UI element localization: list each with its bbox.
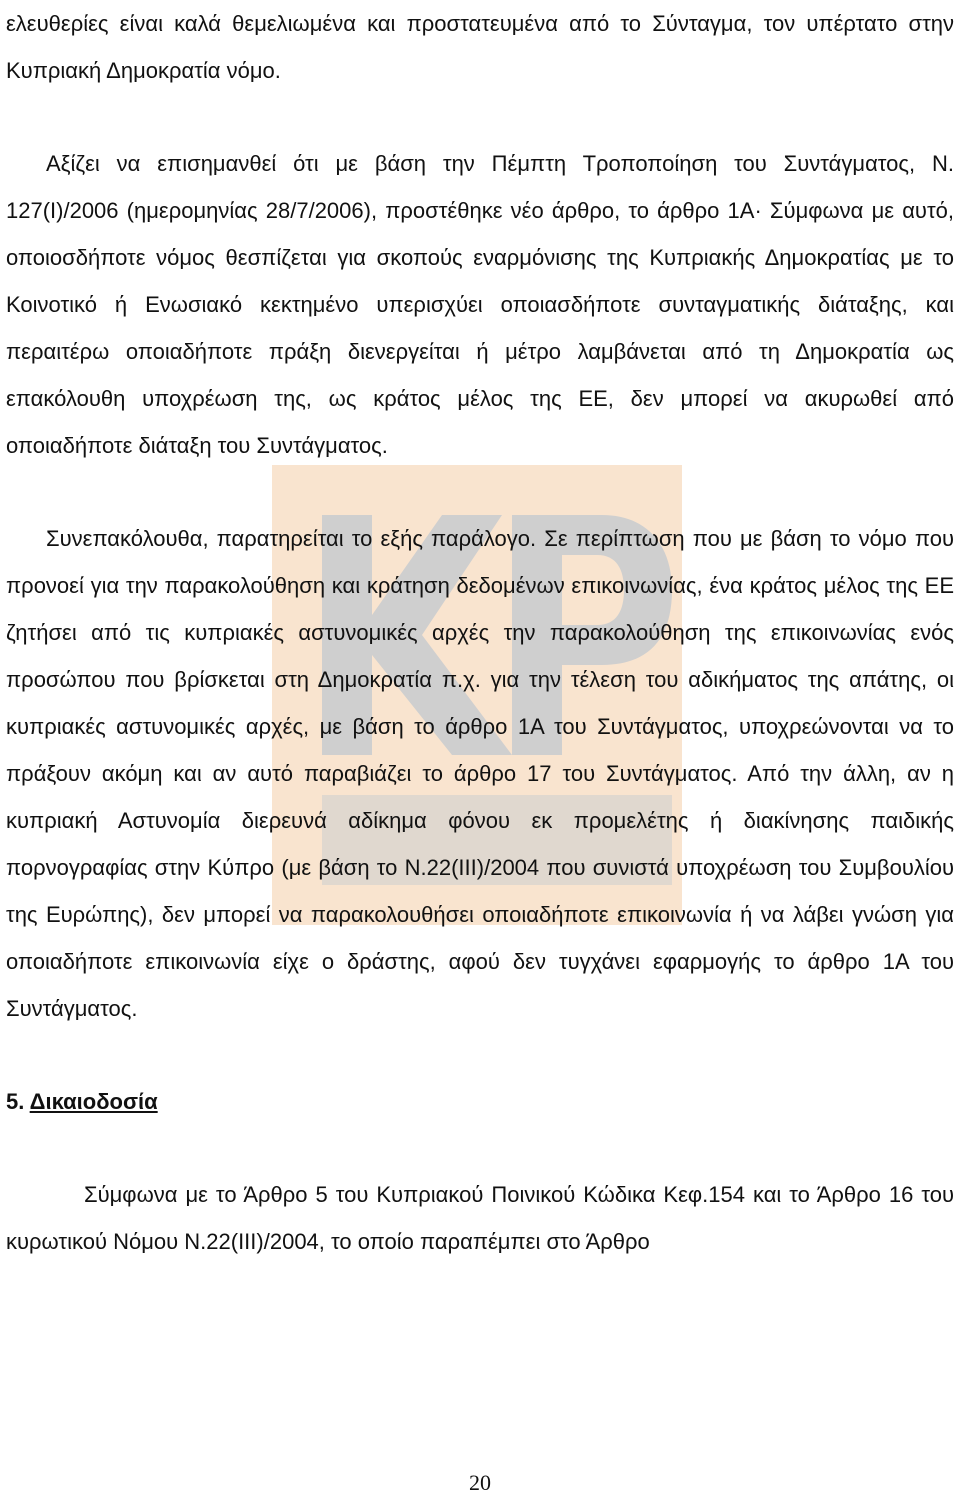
section-number: 5. xyxy=(6,1089,25,1114)
paragraph-gap xyxy=(6,1125,954,1171)
page-number: 20 xyxy=(469,1470,491,1495)
paragraph-gap xyxy=(6,1032,954,1078)
section-heading xyxy=(6,1078,954,1125)
paragraph-3: Συνεπακόλουθα, παρατηρείται το εξής παράλογο. Σε περίπτωση που με βάση το νόμο που προνοεί για την παρακολούθηση και κράτηση δεδομένων επικοινωνίας, ένα κράτος μέλος της ΕΕ ζητήσει από τις κυπριακές αστυνομικές αρχές την παρακολούθηση της επικοινωνίας ενός προσώπου που βρίσκεται στη Δημοκρατία π.χ. για την τέλεση του αδικήματος της απάτης, οι κυπριακές αστυνομικές αρχές, με βάση το άρθρο 1Α του Συντάγματος, υποχρεώνονται να το πράξουν ακόμη και αν αυτό παραβιάζει το άρθρο 17 του Συντάγματος. Από την άλλη, αν η κυπριακή Αστυνομία διερευνά αδίκημα φόνου εκ προμελέτης ή διακίνησης παιδικής πορνογραφίας στην Κύπρο (με βάση το Ν.22(ΙΙΙ)/2004 που συνιστά υποχρέωση του Συμβουλίου της Ευρώπης), δεν μπορεί να παρακολουθήσει οποιαδήποτε επικοινωνία ή να λάβει γνώση για οποιαδήποτε επικοινωνία είχε ο δράστης, αφού δεν τυγχάνει εφαρμογής το άρθρο 1Α του Συντάγματος. xyxy=(6,526,954,1021)
paragraph-2: Αξίζει να επισημανθεί ότι με βάση την Πέμπτη Τροποποίηση του Συντάγματος, Ν. 127(Ι)/2006 (ημερομηνίας 28/7/2006), προστέθηκε νέο άρθρο, το άρθρο 1Α· Σύμφωνα με αυτό, οποιοσδήποτε νόμος θεσπίζεται για σκοπούς εναρμόνισης της Κυπριακής Δημοκρατίας με το Κοινοτικό ή Ενωσιακό κεκτημένο υπερισχύει οποιασδήποτε συνταγματικής διάταξης, και περαιτέρω οποιαδήποτε πράξη διενεργείται ή μέτρο λαμβάνεται από τη Δημοκρατία ως επακόλουθη υποχρέωση της, ως κράτος μέλος της ΕΕ, δεν μπορεί να ακυρωθεί από οποιαδήποτε διάταξη του Συντάγματος. xyxy=(6,151,954,458)
paragraph-gap xyxy=(6,469,954,515)
paragraph-1: ελευθερίες είναι καλά θεμελιωμένα και προστατευμένα από το Σύνταγμα, τον υπέρτατο στην Κυπριακή Δημοκρατία νόμο. xyxy=(6,11,954,83)
section-title: Δικαιοδοσία xyxy=(29,1089,158,1114)
paragraph-4: Σύμφωνα με το Άρθρο 5 του Κυπριακού Ποινικού Κώδικα Κεφ.154 και το Άρθρο 16 του κυρωτικού Νόμου Ν.22(ΙΙΙ)/2004, το οποίο παραπέμπει στο Άρθρο xyxy=(6,1182,954,1254)
document-body xyxy=(6,0,954,1265)
paragraph-gap xyxy=(6,94,954,140)
